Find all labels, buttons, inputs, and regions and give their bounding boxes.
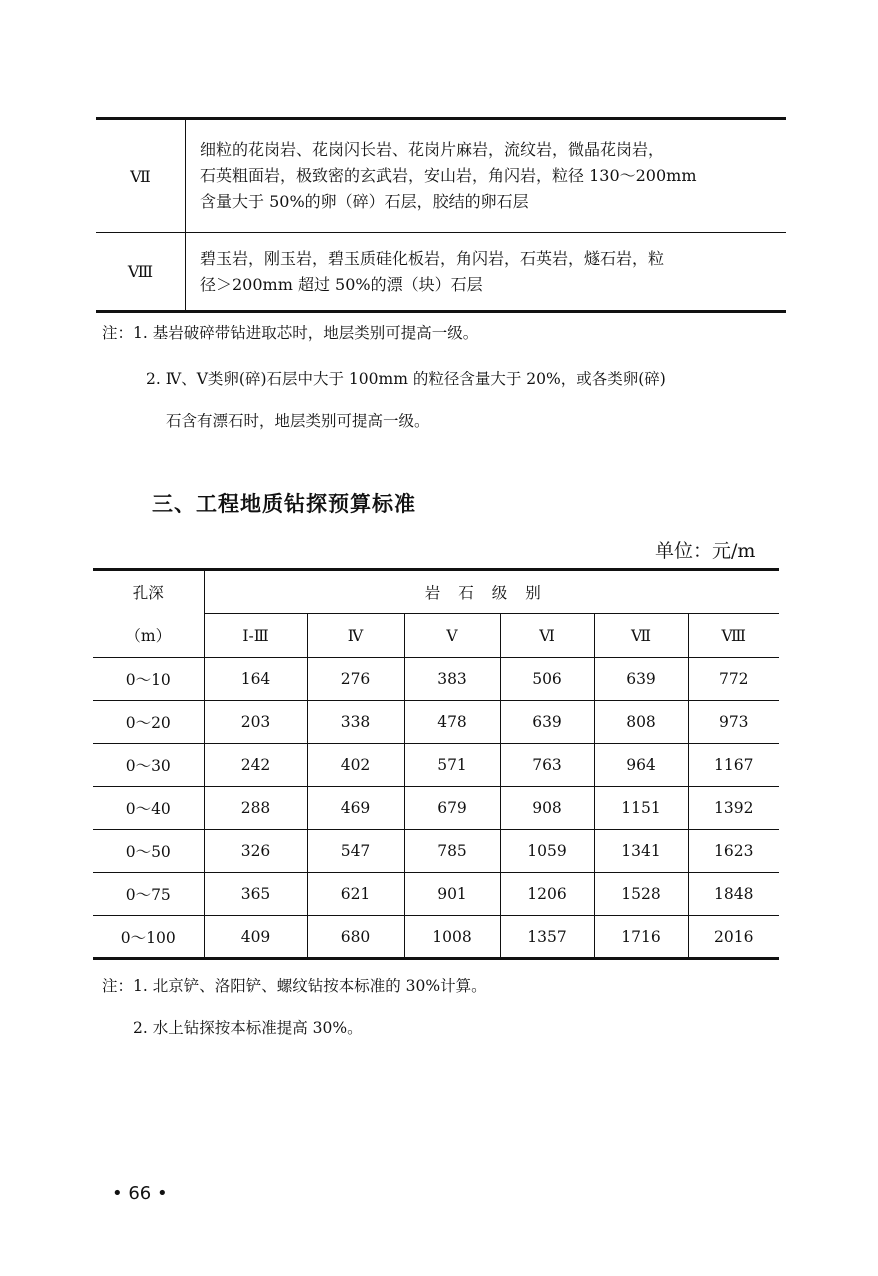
page-number: • 66 • <box>112 1183 168 1204</box>
price-cell: 1716 <box>594 916 688 959</box>
price-cell: 639 <box>594 658 688 701</box>
depth-cell: 0～10 <box>93 658 204 701</box>
description-line: 细粒的花岗岩、花岗闪长岩、花岗片麻岩，流纹岩，微晶花岗岩， <box>200 140 665 159</box>
price-cell: 908 <box>500 787 594 830</box>
price-cell: 469 <box>307 787 404 830</box>
price-cell: 383 <box>404 658 500 701</box>
rock-class-label: Ⅷ <box>96 233 186 312</box>
price-cell: 964 <box>594 744 688 787</box>
grade-column-header: Ⅷ <box>688 614 779 658</box>
price-cell: 2016 <box>688 916 779 959</box>
grade-column-header: Ⅵ <box>500 614 594 658</box>
depth-cell: 0～75 <box>93 873 204 916</box>
table-row <box>93 830 779 873</box>
price-cell: 1848 <box>688 873 779 916</box>
price-cell: 973 <box>688 701 779 744</box>
depth-unit: （m） <box>93 614 204 658</box>
note-line: 2. 水上钻探按本标准提高 30%。 <box>133 1019 363 1037</box>
depth-cell: 0～20 <box>93 701 204 744</box>
price-cell: 1008 <box>404 916 500 959</box>
price-cell: 763 <box>500 744 594 787</box>
table-row <box>93 658 779 701</box>
price-cell: 547 <box>307 830 404 873</box>
price-cell: 1357 <box>500 916 594 959</box>
note-line: 石含有漂石时，地层类别可提高一级。 <box>166 412 430 430</box>
price-cell: 365 <box>204 873 307 916</box>
price-cell: 242 <box>204 744 307 787</box>
rock-class-description <box>186 119 787 233</box>
rock-class-table <box>96 117 786 313</box>
price-cell: 203 <box>204 701 307 744</box>
price-cell: 1623 <box>688 830 779 873</box>
price-cell: 338 <box>307 701 404 744</box>
price-cell: 164 <box>204 658 307 701</box>
depth-cell: 0～100 <box>93 916 204 959</box>
price-cell: 639 <box>500 701 594 744</box>
price-cell: 402 <box>307 744 404 787</box>
drilling-budget-table <box>93 568 779 960</box>
price-cell: 772 <box>688 658 779 701</box>
rock-class-description <box>186 233 787 312</box>
price-cell: 276 <box>307 658 404 701</box>
description-line: 含量大于 50%的卵（碎）石层，胶结的卵石层 <box>200 192 529 211</box>
table-row <box>93 916 779 959</box>
description-line: 径＞200mm 超过 50%的漂（块）石层 <box>200 274 483 294</box>
depth-cell: 0～30 <box>93 744 204 787</box>
price-cell: 808 <box>594 701 688 744</box>
header-row <box>93 570 779 614</box>
rock-class-label: Ⅶ <box>96 119 186 233</box>
price-cell: 1059 <box>500 830 594 873</box>
price-cell: 506 <box>500 658 594 701</box>
note-line: 2. Ⅳ、Ⅴ类卵(碎)石层中大于 100mm 的粒径含量大于 20%，或各类卵(碎) <box>146 370 666 388</box>
price-cell: 1341 <box>594 830 688 873</box>
grade-column-header: Ⅰ-Ⅲ <box>204 614 307 658</box>
price-cell: 288 <box>204 787 307 830</box>
price-cell: 901 <box>404 873 500 916</box>
grades-row <box>93 614 779 658</box>
price-cell: 679 <box>404 787 500 830</box>
price-cell: 478 <box>404 701 500 744</box>
section-title: 三、工程地质钻探预算标准 <box>152 491 416 516</box>
depth-cell: 0～50 <box>93 830 204 873</box>
grade-header: 岩石级别 <box>204 570 779 614</box>
table-row <box>93 744 779 787</box>
price-cell: 409 <box>204 916 307 959</box>
price-cell: 1206 <box>500 873 594 916</box>
unit-label: 单位：元/m <box>655 540 756 562</box>
price-cell: 785 <box>404 830 500 873</box>
rock-class-row <box>96 119 786 233</box>
price-cell: 621 <box>307 873 404 916</box>
description-line: 碧玉岩，刚玉岩，碧玉质硅化板岩，角闪岩，石英岩，燧石岩，粒 <box>200 248 665 268</box>
note-line: 注：1. 北京铲、洛阳铲、螺纹钻按本标准的 30%计算。 <box>102 977 487 995</box>
table-row <box>93 787 779 830</box>
price-cell: 1392 <box>688 787 779 830</box>
grade-column-header: Ⅳ <box>307 614 404 658</box>
price-cell: 1167 <box>688 744 779 787</box>
price-cell: 326 <box>204 830 307 873</box>
grade-column-header: Ⅴ <box>404 614 500 658</box>
price-cell: 680 <box>307 916 404 959</box>
table-row <box>93 701 779 744</box>
description-line: 石英粗面岩，极致密的玄武岩，安山岩，角闪岩，粒径 130～200mm <box>200 166 697 185</box>
price-cell: 1528 <box>594 873 688 916</box>
depth-header: 孔深 <box>93 570 204 614</box>
note-line: 注：1. 基岩破碎带钻进取芯时，地层类别可提高一级。 <box>102 324 479 342</box>
grade-column-header: Ⅶ <box>594 614 688 658</box>
price-cell: 1151 <box>594 787 688 830</box>
rock-class-row <box>96 233 786 312</box>
depth-cell: 0～40 <box>93 787 204 830</box>
price-cell: 571 <box>404 744 500 787</box>
table-row <box>93 873 779 916</box>
